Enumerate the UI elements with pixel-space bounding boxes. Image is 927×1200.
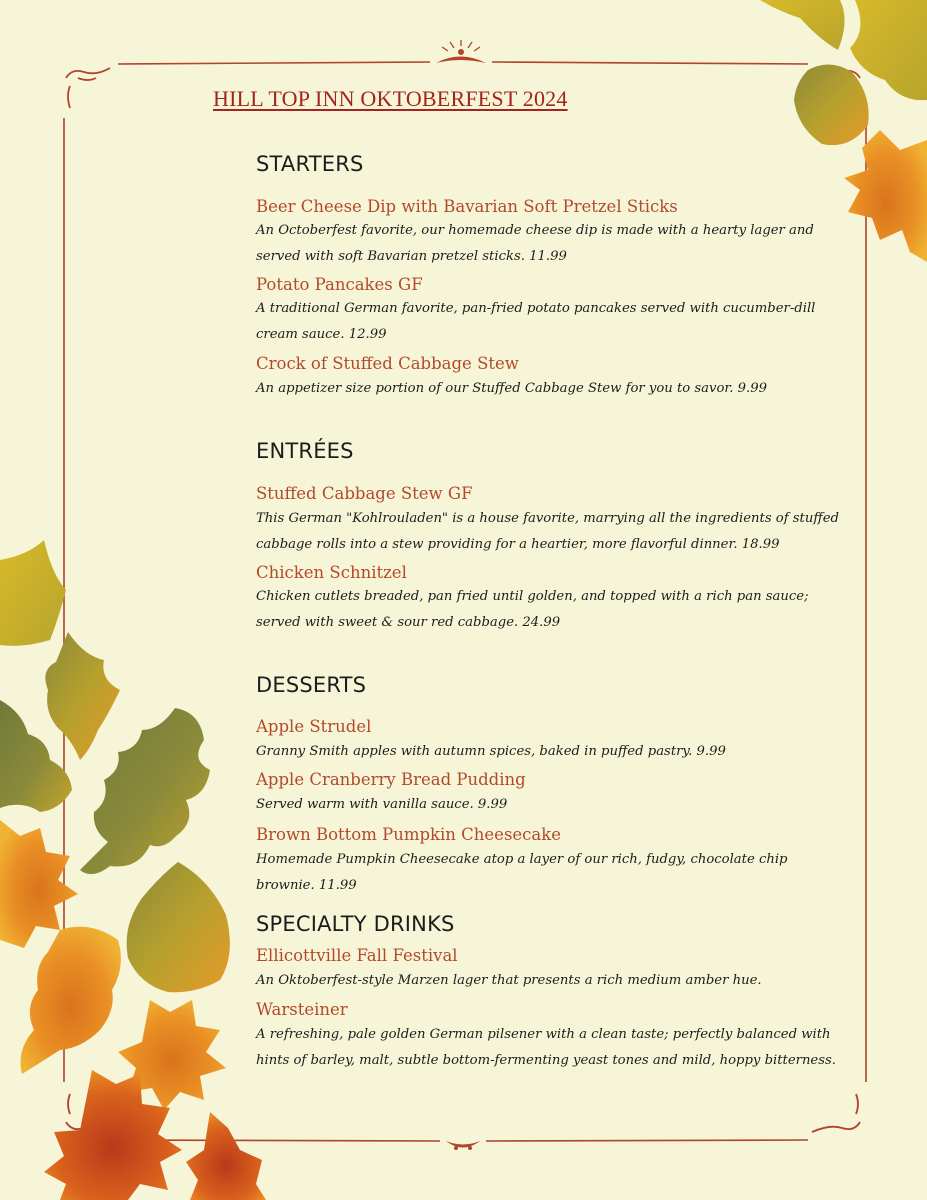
section-title-desserts: DESSERTS xyxy=(256,673,367,697)
item-description: A traditional German favorite, pan-fried potato pancakes served with cucumber-dill cream sauce. 12.99 xyxy=(256,301,816,342)
item-name: Ellicottville Fall Festival xyxy=(256,946,458,965)
item-name: Apple Strudel xyxy=(256,717,372,736)
item-description: A refreshing, pale golden German pilsener with a clean taste; perfectly balanced with hints of barley, malt, subtle bottom-fermenting yeast tones and mild, hoppy bitterness. xyxy=(256,1027,836,1068)
item-name: Crock of Stuffed Cabbage Stew xyxy=(256,354,519,373)
leaf xyxy=(44,1070,182,1200)
menu-title: HILL TOP INN OKTOBERFEST 2024 xyxy=(213,86,568,111)
item-name: Chicken Schnitzel xyxy=(256,563,407,582)
leaf xyxy=(0,820,78,948)
item-description: Chicken cutlets breaded, pan fried until golden, and topped with a rich pan sauce; served with sweet & sour red cabbage. 24.99 xyxy=(256,589,809,630)
leaf xyxy=(794,64,869,145)
item-description: Homemade Pumpkin Cheesecake atop a layer of our rich, fudgy, chocolate chip brownie. 11.99 xyxy=(256,852,788,893)
item-name: Brown Bottom Pumpkin Cheesecake xyxy=(256,825,562,844)
item-description: An Octoberfest favorite, our homemade cheese dip is made with a hearty lager and served with soft Bavarian pretzel sticks. 11.99 xyxy=(256,223,814,264)
section-title-starters: STARTERS xyxy=(256,152,364,176)
leaf xyxy=(760,0,845,50)
item-description: An Oktoberfest-style Marzen lager that presents a rich medium amber hue. xyxy=(256,973,762,988)
item-name: Potato Pancakes GF xyxy=(256,275,423,294)
item-description: This German "Kohlrouladen" is a house favorite, marrying all the ingredients of stuffed cabbage rolls into a stew providing for a heartier, more flavorful dinner. 18.99 xyxy=(256,511,839,552)
leaf xyxy=(21,927,121,1074)
leaf xyxy=(844,130,927,262)
leaf xyxy=(127,862,230,992)
item-description: An appetizer size portion of our Stuffed Cabbage Stew for you to savor. 9.99 xyxy=(256,381,768,396)
leaf xyxy=(850,0,927,100)
section-title-specialty-drinks: SPECIALTY DRINKS xyxy=(256,912,455,936)
leaf xyxy=(186,1112,266,1200)
item-name: Apple Cranberry Bread Pudding xyxy=(256,770,526,789)
leaf xyxy=(80,708,210,874)
item-name: Beer Cheese Dip with Bavarian Soft Pretzel Sticks xyxy=(256,197,678,216)
leaf xyxy=(45,632,120,760)
item-description: Served warm with vanilla sauce. 9.99 xyxy=(256,797,508,812)
leaf xyxy=(118,1000,226,1110)
bottom-ornament xyxy=(446,1141,480,1150)
top-ornament xyxy=(436,40,486,63)
section-title-entrees: ENTRÉES xyxy=(256,439,354,463)
leaf xyxy=(0,540,66,646)
item-name: Stuffed Cabbage Stew GF xyxy=(256,484,473,503)
leaf xyxy=(0,700,72,812)
item-description: Granny Smith apples with autumn spices, baked in puffed pastry. 9.99 xyxy=(256,744,726,759)
item-name: Warsteiner xyxy=(256,1000,348,1019)
